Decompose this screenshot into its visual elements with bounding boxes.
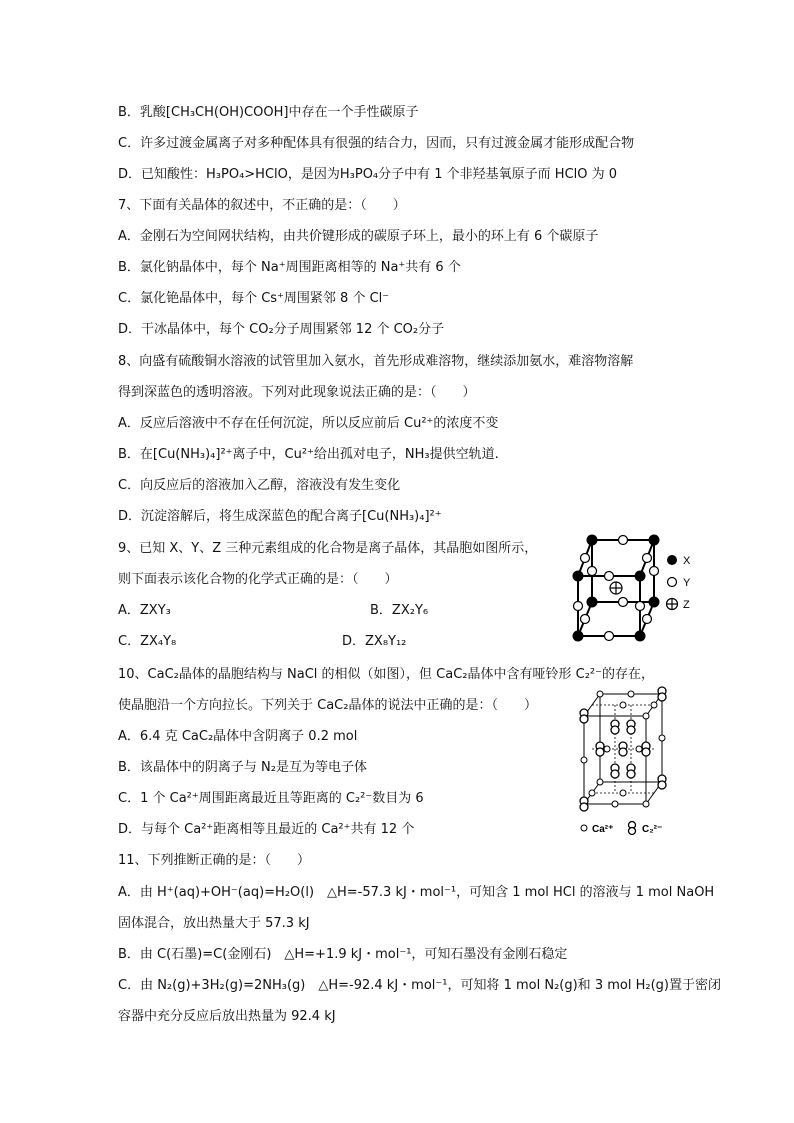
- legend-ca-label: Ca²⁺: [592, 824, 614, 835]
- q7-option-b: B．氯化钠晶体中，每个 Na⁺周围距离相等的 Na⁺共有 6 个: [118, 260, 461, 275]
- q8-option-b: B．在[Cu(NH₃)₄]²⁺离子中，Cu²⁺给出孤对电子，NH₃提供空轨道.: [118, 447, 499, 462]
- q10-option-c: C．1 个 Ca²⁺周围距离最近且等距离的 C₂²⁻数目为 6: [118, 791, 424, 806]
- q8-option-a: A．反应后溶液中不存在任何沉淀，所以反应前后 Cu²⁺的浓度不变: [118, 416, 499, 431]
- q9-option-c: C．ZX₄Y₈: [118, 634, 177, 649]
- q6-option-d: D．已知酸性：H₃PO₄>HClO，是因为H₃PO₄分子中有 1 个非羟基氧原子而 HClO 为 0: [118, 167, 618, 182]
- q10-option-b: B．该晶体中的阴离子与 N₂是互为等电子体: [118, 760, 367, 775]
- q8-option-c: C．向反应后的溶液加入乙醇，溶液没有发生变化: [118, 478, 401, 493]
- q10-stem-line2: 使晶胞沿一个方向拉长。下列关于 CaC₂晶体的说法中正确的是：（ ）: [118, 698, 537, 713]
- q11-option-b: B．由 C(石墨)=C(金刚石) △H=+1.9 kJ・mol⁻¹，可知石墨没有金刚石稳定: [118, 947, 568, 962]
- q11-option-a-line1: A．由 H⁺(aq)+OH⁻(aq)=H₂O(l) △H=-57.3 kJ・mol⁻¹，可知含 1 mol HCl 的溶液与 1 mol NaOH: [118, 885, 715, 900]
- q11-stem: 11、下列推断正确的是：（ ）: [118, 853, 311, 868]
- q8-stem-line1: 8、向盛有硫酸铜水溶液的试管里加入氨水，首先形成难溶物，继续添加氨水，难溶物溶解: [118, 354, 634, 369]
- legend-y-label: Y: [683, 577, 691, 589]
- legend-x-label: X: [683, 555, 691, 567]
- q8-stem-line2: 得到深蓝色的透明溶液。下列对此现象说法正确的是：（ ）: [118, 385, 476, 400]
- q9-option-b: B．ZX₂Y₆: [370, 603, 429, 618]
- legend-c2-label: C₂²⁻: [642, 824, 663, 835]
- q10-option-a: A．6.4 克 CaC₂晶体中含阴离子 0.2 mol: [118, 729, 358, 744]
- q7-option-c: C．氯化铯晶体中，每个 Cs⁺周围紧邻 8 个 Cl⁻: [118, 291, 390, 306]
- q8-option-d: D．沉淀溶解后，将生成深蓝色的配合离子[Cu(NH₃)₄]²⁺: [118, 509, 442, 524]
- q10-crystal-figure: [574, 686, 692, 838]
- q6-option-c: C．许多过渡金属离子对多种配体具有很强的结合力，因而，只有过渡金属才能形成配合物: [118, 136, 635, 151]
- q11-option-a-line2: 固体混合，放出热量大于 57.3 kJ: [118, 916, 310, 931]
- q9-option-d: D．ZX₈Y₁₂: [342, 634, 407, 649]
- q9-stem-line2: 则下面表示该化合物的化学式正确的是：（ ）: [118, 572, 398, 587]
- q9-crystal-figure: [566, 528, 706, 650]
- q9-stem-line1: 9、已知 X、Y、Z 三种元素组成的化合物是离子晶体，其晶胞如图所示，: [118, 541, 538, 556]
- q7-option-a: A．金刚石为空间网状结构，由共价键形成的碳原子环上，最小的环上有 6 个碳原子: [118, 229, 599, 244]
- q11-option-c-line2: 容器中充分反应后放出热量为 92.4 kJ: [118, 1009, 336, 1024]
- q11-option-c-line1: C．由 N₂(g)+3H₂(g)=2NH₃(g) △H=-92.4 kJ・mol⁻¹，可知将 1 mol N₂(g)和 3 mol H₂(g)置于密闭: [118, 978, 721, 993]
- q9-option-a: A．ZXY₃: [118, 603, 171, 618]
- q6-option-b: B．乳酸[CH₃CH(OH)COOH]中存在一个手性碳原子: [118, 105, 419, 120]
- q10-option-d: D．与每个 Ca²⁺距离相等且最近的 Ca²⁺共有 12 个: [118, 822, 415, 837]
- legend-z-label: Z: [683, 599, 690, 611]
- q10-stem-line1: 10、CaC₂晶体的晶胞结构与 NaCl 的相似（如图），但 CaC₂晶体中含有哑铃形 C₂²⁻的存在，: [118, 667, 654, 682]
- q7-option-d: D．干冰晶体中，每个 CO₂分子周围紧邻 12 个 CO₂分子: [118, 322, 445, 337]
- q7-stem: 7、下面有关晶体的叙述中，不正确的是：（ ）: [118, 198, 406, 213]
